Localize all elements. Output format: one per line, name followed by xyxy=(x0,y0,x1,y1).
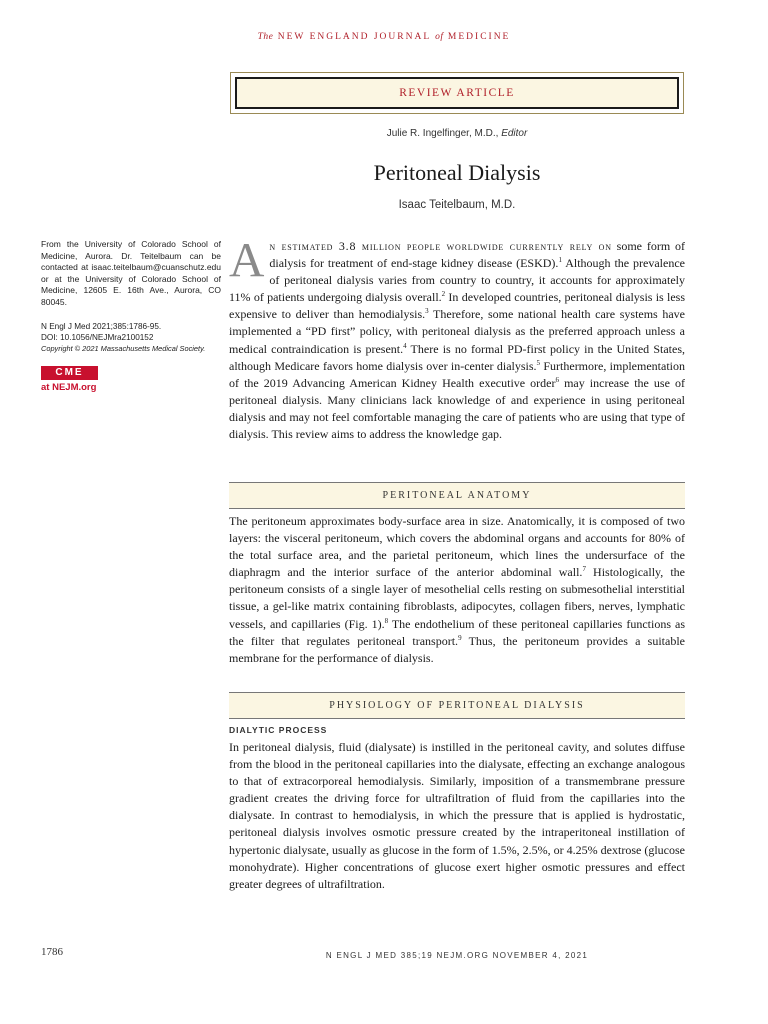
article-type-label: REVIEW ARTICLE xyxy=(235,77,679,109)
reference-mark: 2 xyxy=(441,290,446,299)
reference-mark: 8 xyxy=(384,616,389,625)
doi: DOI: 10.1056/NEJMra2100152 xyxy=(41,333,154,342)
editor-role: Editor xyxy=(501,128,528,139)
reference-mark: 7 xyxy=(582,565,586,574)
citation: N Engl J Med 2021;385:1786-95. xyxy=(41,322,162,331)
article-author: Isaac Teitelbaum, M.D. xyxy=(398,199,516,211)
journal-header xyxy=(0,32,768,42)
intro-lead: n estimated 3.8 million people worldwide currently rely on xyxy=(269,239,612,253)
author-affiliation: From the University of Colorado School of Medicine, Aurora. Dr. Teitelbaum can be contacted at isaac.teitelbaum@cuanschutz.edu or at the University of Colorado School of Medicine, 12605 E. 16th Ave., Aurora, CO 80045. xyxy=(41,239,221,307)
cme-link[interactable]: at NEJM.org xyxy=(41,382,97,393)
citation-block xyxy=(41,321,226,354)
reference-mark: 5 xyxy=(536,358,541,367)
editor-line xyxy=(230,128,684,139)
physiology-paragraph: In peritoneal dialysis, fluid (dialysate) is instilled in the peritoneal cavity, and solutes diffuse from the blood in the peritoneal capillaries into the dialysate, effecting an exchange analogous to that of extracorporeal hemodialysis. Similarly, imposition of a transmembrane pressure gradient creates the driving force for ultrafiltration of fluid from the capillaries into the dialysate. In contrast to hemodialysis, in which the pressure that is applied is hydrostatic, peritoneal dialysis involves osmotic pressure created by the intraperitoneal instillation of hypertonic dialysate, usually as glucose in the form of 1.5%, 2.5%, or 4.25% dextrose (glucose monohydrate). Higher concentrations of glucose exert higher osmotic pressures and effect greater degrees of ultrafiltration. xyxy=(229,740,685,891)
cme-badge[interactable]: CME xyxy=(41,366,98,380)
body-text: The peritoneum approximates body-surface area in size. Anatomically, it is composed of two layers: the visceral peritoneum, which covers the abdominal organs and accounts for 80% of the total surface area, and the parietal peritoneum, which lines the undersurface of the diaphragm and the interior surface of the anterior abdominal wall. xyxy=(229,514,685,580)
journal-name-b: MEDICINE xyxy=(447,32,511,42)
section-heading-physiology: PHYSIOLOGY OF PERITONEAL DIALYSIS xyxy=(229,692,685,719)
body-text: Histologically, the peritoneum consists of a single layer of mesothelial cells resting on submesothelial interstitial tissue, a gel-like matrix containing fibroblasts, adipocytes, collagen fibers, nerves, lymphatic vessels, and capillaries (Fig. 1). xyxy=(229,565,686,631)
intro-text: Furthermore, implementation of the 2019 Advancing American Kidney Health executive order xyxy=(229,358,685,390)
anatomy-paragraph xyxy=(229,513,685,667)
body-text: Thus, the peritoneum provides a suitable membrane for the performance of dialysis. xyxy=(229,633,685,665)
intro-text: Although the prevalence of peritoneal dialysis varies from country to country, it accounts for approximately 11% of patients undergoing dialysis overall. xyxy=(229,256,685,305)
page-number: 1786 xyxy=(41,946,63,958)
intro-text: There is no formal PD-first policy in the United States, although Medicare favors home dialysis over in-center dialysis. xyxy=(229,341,685,373)
journal-the: The xyxy=(257,32,274,42)
section-heading-anatomy: PERITONEAL ANATOMY xyxy=(229,482,685,509)
intro-text: Therefore, some national health care systems have implemented a “PD first” policy, with peritoneal dialysis as the preferred approach unless a medical contraindication is present. xyxy=(229,307,686,356)
article-type-banner xyxy=(230,72,684,114)
subheading-dialytic-process: DIALYTIC PROCESS xyxy=(229,725,328,735)
intro-text: In developed countries, peritoneal dialysis is less expensive to deliver than hemodialysis. xyxy=(229,290,685,322)
running-footer: N ENGL J MED 385;19 NEJM.ORG NOVEMBER 4, 2021 xyxy=(325,951,589,960)
reference-mark: 1 xyxy=(558,256,562,265)
journal-name-a: NEW ENGLAND JOURNAL xyxy=(277,32,431,42)
article-title: Peritoneal Dialysis xyxy=(373,160,541,185)
intro-paragraph xyxy=(229,232,686,443)
editor-name: Julie R. Ingelfinger, M.D., xyxy=(386,128,502,139)
intro-text: may increase the use of peritoneal dialysis. Many clinicians lack knowledge of and experience in using peritoneal dialysis and may not feel comfortable managing the care of patients who are using that type of dialysis. This review aims to address the knowledge gap. xyxy=(229,375,685,442)
copyright: Copyright © 2021 Massachusetts Medical Society. xyxy=(41,344,206,353)
drop-cap: A xyxy=(229,232,265,287)
reference-mark: 9 xyxy=(458,633,462,642)
intro-text: some form of dialysis for treatment of end-stage kidney disease (ESKD). xyxy=(269,239,685,271)
reference-mark: 4 xyxy=(403,341,407,350)
reference-mark: 6 xyxy=(555,375,559,384)
reference-mark: 3 xyxy=(425,307,429,316)
journal-of: of xyxy=(435,32,444,42)
body-text: The endothelium of these peritoneal capillaries functions as the filter that regulates peritoneal transport. xyxy=(229,616,685,648)
